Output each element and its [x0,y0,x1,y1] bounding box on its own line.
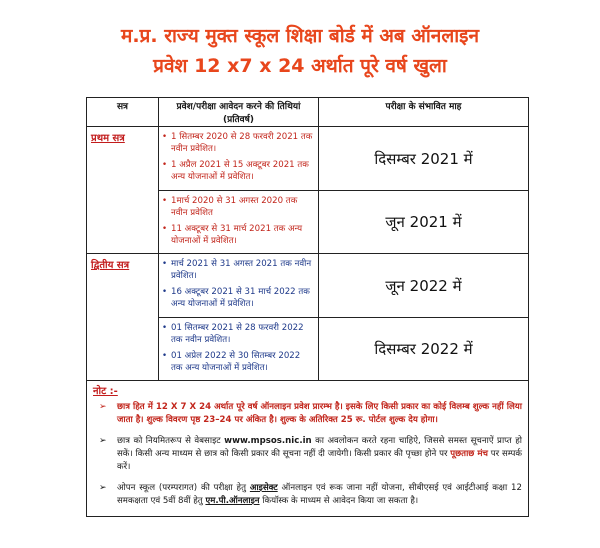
list-item: • 11 अक्टूबर से 31 मार्च 2021 तक अन्य योजनाओं में प्रवेशित। [171,223,314,247]
list-item: • 16 अक्टूबर 2021 से 31 मार्च 2022 तक अन्य योजनाओं में प्रवेशित। [171,286,314,310]
note-cell [87,381,529,517]
table-header-row [87,98,529,127]
dates-cell [159,254,319,318]
bullet-icon: ➢ [99,483,107,493]
note-text: का अवलोकन करते रहना चाहिऐ, जिससे समस्त सूचनाऐं प्राप्त हो सकें। किसी अन्य माध्यम से छात्र को किसी प्रकार की सूचना नहीं दी जायेगी। किसी प्रकार की पृच्छा होने पर [117,436,522,459]
title-line-2: प्रवेश 12 x7 x 24 अर्थात पूरे वर्ष खुला [153,55,447,77]
dates-cell [159,318,319,381]
aisect-text: आइसेक्ट [249,483,278,493]
note-text: पर सम्पर्क करें। [117,449,522,472]
note-text: छात्र हित में 12 X 7 X 24 अर्थात पूरे वर्ष ऑनलाइन प्रवेश प्रारम्भ है। इसके लिए किसी प्रकार का कोई विलम्ब शुल्क नहीं लिया जाता है। शुल्क विवरण पृष्ठ 23–24 पर अंकित है। शुल्क के अतिरिक्त 25 रू. पोर्टल शुल्क देय होगा। [117,402,522,425]
website-link[interactable]: www.mpsos.nic.in [224,436,312,446]
note-label: नोट :- [93,386,118,397]
header-exam-month: परीक्षा के संभावित माह [319,98,529,127]
note-text: ऑनलाइन एवं रूक जाना नहीं योजना, सीबीएसई एवं आईटीआई कक्षा 12 समकक्षता एवं 5वीं 8वीं हेतु [117,483,522,506]
exam-month-cell: जून 2021 में [319,191,529,254]
bullet-icon: ➢ [99,436,107,446]
list-item: • 01 सितम्बर 2021 से 28 फरवरी 2022 तक नवीन प्रवेशित। [171,322,314,346]
mponline-text: एम.पी.ऑनलाइन [205,496,260,506]
note-item [99,482,522,508]
session-1-label: प्रथम सत्र [87,127,159,254]
exam-month-cell: जून 2022 में [319,254,529,318]
exam-month-cell: दिसम्बर 2021 में [319,127,529,191]
list-item: • 1 अप्रैल 2021 से 15 अक्टूबर 2021 तक अन्य योजनाओं में प्रवेशित। [171,159,314,183]
list-item: • 1मार्च 2020 से 31 अगस्त 2020 तक नवीन प्रवेशित [171,195,314,219]
note-text: छात्र को नियमितरूप से वेबसाइट [117,436,225,446]
title-line-1: म.प्र. राज्य मुक्त स्कूल शिक्षा बोर्ड में अब ऑनलाइन [120,25,480,47]
exam-month-cell: दिसम्बर 2022 में [319,318,529,381]
dates-cell [159,191,319,254]
schedule-table [86,97,529,517]
header-session: सत्र [87,98,159,127]
note-text: ओपन स्कूल (परम्परागत) की परीक्षा हेतु [117,483,250,493]
note-row [87,381,529,517]
list-item: • 01 अप्रेल 2022 से 30 सितम्बर 2022 तक अन्य योजनाओं में प्रवेशित। [171,350,314,374]
note-item [99,435,522,474]
notes-list [87,399,528,508]
list-item: • मार्च 2021 से 31 अगस्त 2021 तक नवीन प्रवेशित। [171,258,314,282]
helpdesk-text: पूछताछ मंच [450,449,488,459]
note-text: कियॉस्क के माध्यम से आवेदन किया जा सकता है। [259,496,419,506]
note-item [99,401,522,427]
table-row [87,254,529,318]
table-row [87,127,529,191]
list-item: • 1 सितम्बर 2020 से 28 फरवरी 2021 तक नवीन प्रवेशित। [171,131,314,155]
bullet-icon: ➢ [99,402,107,412]
session-2-label: द्वितीय सत्र [87,254,159,381]
dates-cell [159,127,319,191]
admission-schedule [86,97,528,548]
header-dates: प्रवेश/परीक्षा आवेदन करने की तिथियां (प्रतिवर्ष) [159,98,319,127]
